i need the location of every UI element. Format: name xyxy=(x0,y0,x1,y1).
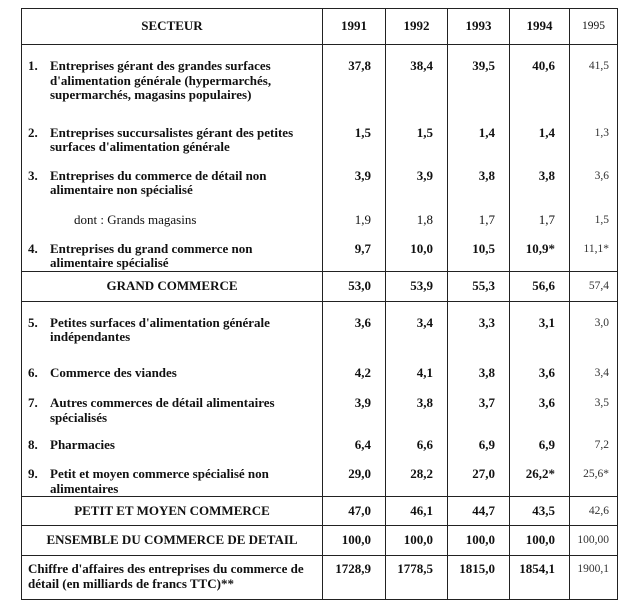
header-row xyxy=(22,9,618,45)
value-cell: 3,8 xyxy=(448,360,510,390)
table-row xyxy=(22,556,618,600)
value-cell: 43,5 xyxy=(510,497,570,526)
sector-label-cell xyxy=(22,236,323,272)
value-cell: 37,8 xyxy=(323,45,386,120)
sector-label: Entreprises succursalistes gérant des petites surfaces d'alimentation générale xyxy=(50,124,294,154)
value-cell: 3,9 xyxy=(386,163,448,207)
sector-number: 6. xyxy=(28,365,38,380)
sector-label-cell xyxy=(22,461,323,497)
header-sector: SECTEUR xyxy=(22,9,323,45)
sector-number: 8. xyxy=(28,437,38,452)
table-row xyxy=(22,301,618,360)
value-cell: 29,0 xyxy=(323,461,386,497)
value-cell: 10,9* xyxy=(510,236,570,272)
sector-label: Commerce des viandes xyxy=(50,365,177,380)
value-cell: 53,9 xyxy=(386,271,448,301)
total-row xyxy=(22,271,618,301)
value-cell: 3,7 xyxy=(448,390,510,432)
sector-label-cell xyxy=(22,556,323,600)
sector-label: Chiffre d'affaires des entreprises du commerce de détail (en milliards de francs TTC)** xyxy=(28,561,304,591)
value-cell: 3,1 xyxy=(510,301,570,360)
value-cell: 10,0 xyxy=(386,236,448,272)
value-cell: 1,3 xyxy=(570,120,618,163)
value-cell: 3,6 xyxy=(510,390,570,432)
value-cell: 3,9 xyxy=(323,163,386,207)
value-cell: 26,2* xyxy=(510,461,570,497)
value-cell: 3,5 xyxy=(570,390,618,432)
value-cell: 47,0 xyxy=(323,497,386,526)
value-cell: 1900,1 xyxy=(570,556,618,600)
sector-label: Petites surfaces d'alimentation générale indépendantes xyxy=(50,314,270,344)
value-cell: 55,3 xyxy=(448,271,510,301)
value-cell: 4,1 xyxy=(386,360,448,390)
sector-label: Entreprises gérant des grandes surfaces d'alimentation générale (hypermarchés, supermarchés, magasins populaires) xyxy=(50,58,272,102)
value-cell: 38,4 xyxy=(386,45,448,120)
sector-label: Petit et moyen commerce spécialisé non alimentaires xyxy=(50,466,269,496)
value-cell: 6,4 xyxy=(323,432,386,461)
value-cell: 28,2 xyxy=(386,461,448,497)
table-row xyxy=(22,236,618,272)
value-cell: 3,6 xyxy=(570,163,618,207)
value-cell: 7,2 xyxy=(570,432,618,461)
header-year: 1991 xyxy=(323,9,386,45)
total-label: GRAND COMMERCE xyxy=(106,277,238,293)
sector-number: 2. xyxy=(28,124,38,140)
value-cell: 3,9 xyxy=(323,390,386,432)
value-cell: 1,5 xyxy=(570,207,618,236)
value-cell: 3,8 xyxy=(386,390,448,432)
total-row xyxy=(22,526,618,556)
sector-label-cell xyxy=(22,45,323,120)
value-cell: 3,4 xyxy=(386,301,448,360)
value-cell: 39,5 xyxy=(448,45,510,120)
header-year: 1992 xyxy=(386,9,448,45)
value-cell: 100,0 xyxy=(323,526,386,556)
sector-label-cell xyxy=(22,163,323,207)
table-row xyxy=(22,45,618,120)
value-cell: 10,5 xyxy=(448,236,510,272)
header-year: 1993 xyxy=(448,9,510,45)
table-row xyxy=(22,461,618,497)
value-cell: 25,6* xyxy=(570,461,618,497)
table-row xyxy=(22,432,618,461)
value-cell: 41,5 xyxy=(570,45,618,120)
sector-label-cell xyxy=(22,271,323,301)
value-cell: 100,00 xyxy=(570,526,618,556)
sector-label: Autres commerces de détail alimentaires spécialisés xyxy=(50,395,275,425)
value-cell: 3,8 xyxy=(510,163,570,207)
value-cell: 3,8 xyxy=(448,163,510,207)
value-cell: 42,6 xyxy=(570,497,618,526)
value-cell: 9,7 xyxy=(323,236,386,272)
value-cell: 11,1* xyxy=(570,236,618,272)
total-label: ENSEMBLE DU COMMERCE DE DETAIL xyxy=(46,532,298,548)
retail-sector-table xyxy=(21,8,618,600)
value-cell: 100,0 xyxy=(386,526,448,556)
sector-label-cell xyxy=(22,301,323,360)
value-cell: 4,2 xyxy=(323,360,386,390)
sector-label-cell xyxy=(22,432,323,461)
value-cell: 1,7 xyxy=(510,207,570,236)
value-cell: 3,3 xyxy=(448,301,510,360)
value-cell: 44,7 xyxy=(448,497,510,526)
sector-number: 7. xyxy=(28,395,38,410)
sector-number: 1. xyxy=(28,58,38,73)
sector-label: dont : Grands magasins xyxy=(74,211,197,227)
sector-label-cell xyxy=(22,207,323,236)
sector-number: 5. xyxy=(28,314,38,330)
value-cell: 1,9 xyxy=(323,207,386,236)
value-cell: 1728,9 xyxy=(323,556,386,600)
header-year: 1995 xyxy=(570,9,618,45)
sector-number: 4. xyxy=(28,240,38,256)
value-cell: 6,9 xyxy=(448,432,510,461)
value-cell: 56,6 xyxy=(510,271,570,301)
value-cell: 53,0 xyxy=(323,271,386,301)
value-cell: 1,4 xyxy=(510,120,570,163)
header-year: 1994 xyxy=(510,9,570,45)
value-cell: 1,8 xyxy=(386,207,448,236)
total-row xyxy=(22,497,618,526)
value-cell: 1815,0 xyxy=(448,556,510,600)
value-cell: 1,4 xyxy=(448,120,510,163)
value-cell: 6,6 xyxy=(386,432,448,461)
sector-label: Pharmacies xyxy=(50,437,115,452)
value-cell: 1,5 xyxy=(323,120,386,163)
value-cell: 57,4 xyxy=(570,271,618,301)
value-cell: 1,7 xyxy=(448,207,510,236)
sector-label-cell xyxy=(22,360,323,390)
value-cell: 3,6 xyxy=(323,301,386,360)
sector-label: Entreprises du grand commerce non alimentaire spécialisé xyxy=(50,240,253,270)
value-cell: 1778,5 xyxy=(386,556,448,600)
total-label: PETIT ET MOYEN COMMERCE xyxy=(74,502,270,518)
value-cell: 46,1 xyxy=(386,497,448,526)
value-cell: 27,0 xyxy=(448,461,510,497)
sector-number: 3. xyxy=(28,167,38,183)
sector-label-cell xyxy=(22,120,323,163)
table-row xyxy=(22,207,618,236)
sector-label: Entreprises du commerce de détail non alimentaire non spécialisé xyxy=(50,167,267,197)
sector-number: 9. xyxy=(28,466,38,481)
sector-label-cell xyxy=(22,390,323,432)
table-row xyxy=(22,360,618,390)
value-cell: 100,0 xyxy=(448,526,510,556)
value-cell: 3,0 xyxy=(570,301,618,360)
value-cell: 3,6 xyxy=(510,360,570,390)
value-cell: 40,6 xyxy=(510,45,570,120)
table-row xyxy=(22,163,618,207)
value-cell: 1854,1 xyxy=(510,556,570,600)
table-row xyxy=(22,390,618,432)
sector-label-cell xyxy=(22,526,323,556)
value-cell: 6,9 xyxy=(510,432,570,461)
table-row xyxy=(22,120,618,163)
value-cell: 100,0 xyxy=(510,526,570,556)
sector-label-cell xyxy=(22,497,323,526)
value-cell: 1,5 xyxy=(386,120,448,163)
value-cell: 3,4 xyxy=(570,360,618,390)
